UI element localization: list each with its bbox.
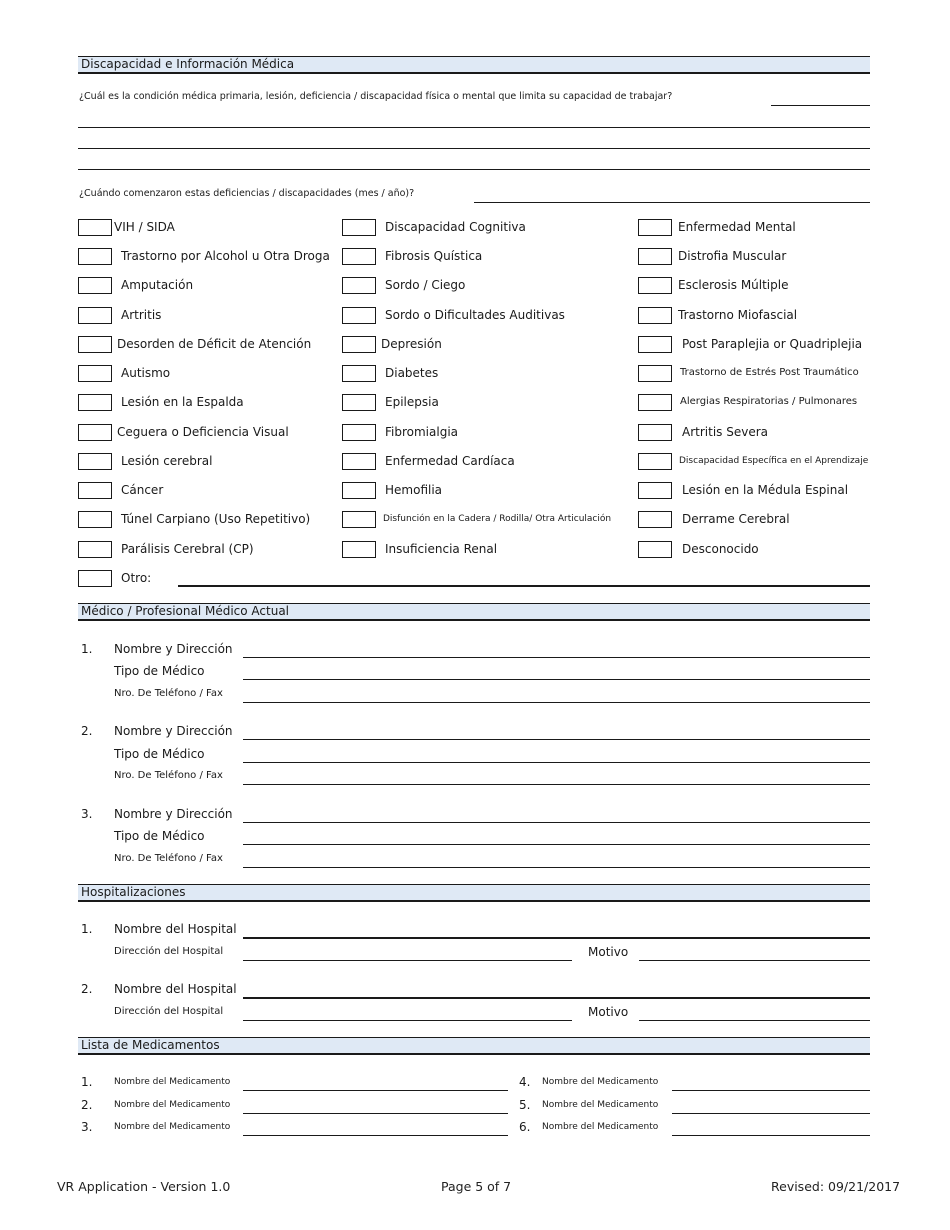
doctor-3-name-address-field[interactable] bbox=[243, 822, 870, 823]
doctor-name-address-label: Nombre y Dirección bbox=[114, 642, 233, 656]
doctor-1-name-address-field[interactable] bbox=[243, 657, 870, 658]
med-number: 2. bbox=[81, 1098, 93, 1112]
med-number: 6. bbox=[519, 1120, 531, 1134]
checkbox-lesion-medula[interactable] bbox=[638, 482, 672, 499]
condition-label: Lesión cerebral bbox=[121, 454, 213, 468]
primary-condition-answer-line-3[interactable] bbox=[78, 148, 870, 149]
hospital-2-reason-field[interactable] bbox=[639, 1020, 870, 1021]
checkbox-tunel-carpiano[interactable] bbox=[78, 511, 112, 528]
primary-condition-answer-line[interactable] bbox=[771, 105, 870, 106]
checkbox-esclerosis-multiple[interactable] bbox=[638, 277, 672, 294]
med-number: 4. bbox=[519, 1075, 531, 1089]
checkbox-ceguera[interactable] bbox=[78, 424, 112, 441]
med-number: 5. bbox=[519, 1098, 531, 1112]
condition-label: Artritis bbox=[121, 308, 162, 322]
med-label: Nombre del Medicamento bbox=[542, 1122, 659, 1132]
checkbox-epilepsia[interactable] bbox=[342, 394, 376, 411]
primary-condition-answer-line-2[interactable] bbox=[78, 127, 870, 128]
condition-label: Sordo / Ciego bbox=[385, 278, 466, 292]
doctor-name-address-label: Nombre y Dirección bbox=[114, 724, 233, 738]
checkbox-vih-sida[interactable] bbox=[78, 219, 112, 236]
primary-condition-answer-line-4[interactable] bbox=[78, 169, 870, 170]
doctor-1-type-field[interactable] bbox=[243, 679, 870, 680]
med-label: Nombre del Medicamento bbox=[542, 1100, 659, 1110]
footer-page-number: Page 5 of 7 bbox=[441, 1179, 512, 1194]
med-number: 1. bbox=[81, 1075, 93, 1089]
condition-label: Fibrosis Quística bbox=[385, 249, 483, 263]
checkbox-discapacidad-cognitiva[interactable] bbox=[342, 219, 376, 236]
section-header-disability: Discapacidad e Información Médica bbox=[78, 56, 870, 74]
condition-label: Derrame Cerebral bbox=[682, 512, 790, 526]
condition-label: Sordo o Dificultades Auditivas bbox=[385, 308, 565, 322]
checkbox-alergias-respiratorias[interactable] bbox=[638, 394, 672, 411]
section-header-hospital: Hospitalizaciones bbox=[78, 884, 870, 902]
hospital-2-address-field[interactable] bbox=[243, 1020, 572, 1021]
med-4-field[interactable] bbox=[672, 1090, 870, 1091]
checkbox-distrofia-muscular[interactable] bbox=[638, 248, 672, 265]
onset-question: ¿Cuándo comenzaron estas deficiencias / discapacidades (mes / año)? bbox=[79, 188, 415, 199]
doctor-type-label: Tipo de Médico bbox=[114, 747, 205, 761]
hospital-address-label: Dirección del Hospital bbox=[114, 946, 224, 957]
condition-label: Lesión en la Médula Espinal bbox=[682, 483, 849, 497]
checkbox-derrame-cerebral[interactable] bbox=[638, 511, 672, 528]
med-5-field[interactable] bbox=[672, 1113, 870, 1114]
condition-label: Depresión bbox=[381, 337, 442, 351]
hospital-number: 1. bbox=[81, 922, 93, 936]
condition-label: Trastorno Miofascial bbox=[678, 308, 798, 322]
condition-label: VIH / SIDA bbox=[114, 220, 175, 234]
section-header-meds: Lista de Medicamentos bbox=[78, 1037, 870, 1055]
hospital-address-label: Dirección del Hospital bbox=[114, 1006, 224, 1017]
med-label: Nombre del Medicamento bbox=[542, 1077, 659, 1087]
checkbox-trastorno-miofascial[interactable] bbox=[638, 307, 672, 324]
doctor-1-phone-field[interactable] bbox=[243, 702, 870, 703]
checkbox-cancer[interactable] bbox=[78, 482, 112, 499]
condition-label: Fibromialgia bbox=[385, 425, 459, 439]
condition-label: Lesión en la Espalda bbox=[121, 395, 244, 409]
doctor-3-type-field[interactable] bbox=[243, 844, 870, 845]
checkbox-deficit-atencion[interactable] bbox=[78, 336, 112, 353]
med-1-field[interactable] bbox=[243, 1090, 508, 1091]
checkbox-enfermedad-mental[interactable] bbox=[638, 219, 672, 236]
med-6-field[interactable] bbox=[672, 1135, 870, 1136]
condition-label: Insuficiencia Renal bbox=[385, 542, 498, 556]
condition-label: Discapacidad Específica en el Aprendizaje bbox=[679, 456, 869, 466]
condition-label: Disfunción en la Cadera / Rodilla/ Otra Articulación bbox=[383, 514, 612, 524]
hospital-1-address-field[interactable] bbox=[243, 960, 572, 961]
condition-label: Desorden de Déficit de Atención bbox=[117, 337, 312, 351]
condition-label: Cáncer bbox=[121, 483, 164, 497]
med-label: Nombre del Medicamento bbox=[114, 1077, 231, 1087]
condition-label: Enfermedad Cardíaca bbox=[385, 454, 515, 468]
condition-label: Discapacidad Cognitiva bbox=[385, 220, 526, 234]
doctor-name-address-label: Nombre y Dirección bbox=[114, 807, 233, 821]
hospital-number: 2. bbox=[81, 982, 93, 996]
checkbox-discapacidad-aprendizaje[interactable] bbox=[638, 453, 672, 470]
med-label: Nombre del Medicamento bbox=[114, 1122, 231, 1132]
checkbox-artritis-severa[interactable] bbox=[638, 424, 672, 441]
hospital-1-reason-field[interactable] bbox=[639, 960, 870, 961]
doctor-type-label: Tipo de Médico bbox=[114, 829, 205, 843]
condition-label: Parálisis Cerebral (CP) bbox=[121, 542, 254, 556]
checkbox-paralisis-cerebral[interactable] bbox=[78, 541, 112, 558]
med-2-field[interactable] bbox=[243, 1113, 508, 1114]
condition-label: Hemofilia bbox=[385, 483, 443, 497]
checkbox-otro[interactable] bbox=[78, 570, 112, 587]
condition-label: Trastorno de Estrés Post Traumático bbox=[680, 367, 859, 378]
condition-label: Esclerosis Múltiple bbox=[678, 278, 789, 292]
condition-label: Ceguera o Deficiencia Visual bbox=[117, 425, 289, 439]
otro-answer-line[interactable] bbox=[178, 585, 870, 587]
condition-label: Trastorno por Alcohol u Otra Droga bbox=[121, 249, 330, 263]
hospital-name-label: Nombre del Hospital bbox=[114, 982, 237, 996]
checkbox-sordo-ciego[interactable] bbox=[342, 277, 376, 294]
checkbox-artritis[interactable] bbox=[78, 307, 112, 324]
otro-label: Otro: bbox=[121, 571, 152, 585]
checkbox-enfermedad-cardiaca[interactable] bbox=[342, 453, 376, 470]
condition-label: Post Paraplejia or Quadriplejia bbox=[682, 337, 863, 351]
med-3-field[interactable] bbox=[243, 1135, 508, 1136]
hospital-name-label: Nombre del Hospital bbox=[114, 922, 237, 936]
checkbox-amputacion[interactable] bbox=[78, 277, 112, 294]
hospital-reason-label: Motivo bbox=[588, 1005, 629, 1019]
condition-label: Túnel Carpiano (Uso Repetitivo) bbox=[121, 512, 311, 526]
condition-label: Desconocido bbox=[682, 542, 759, 556]
checkbox-dificultades-auditivas[interactable] bbox=[342, 307, 376, 324]
condition-label: Alergias Respiratorias / Pulmonares bbox=[680, 396, 858, 407]
doctor-phone-label: Nro. De Teléfono / Fax bbox=[114, 770, 223, 781]
doctor-phone-label: Nro. De Teléfono / Fax bbox=[114, 688, 223, 699]
doctor-phone-label: Nro. De Teléfono / Fax bbox=[114, 853, 223, 864]
onset-answer-line[interactable] bbox=[474, 202, 870, 203]
section-header-doctor: Médico / Profesional Médico Actual bbox=[78, 603, 870, 621]
doctor-number: 1. bbox=[81, 642, 93, 656]
hospital-1-name-field[interactable] bbox=[243, 937, 870, 939]
checkbox-autismo[interactable] bbox=[78, 365, 112, 382]
checkbox-estres-post-traumatico[interactable] bbox=[638, 365, 672, 382]
checkbox-fibromialgia[interactable] bbox=[342, 424, 376, 441]
footer-version: VR Application - Version 1.0 bbox=[57, 1179, 231, 1194]
doctor-number: 2. bbox=[81, 724, 93, 738]
checkbox-depresion[interactable] bbox=[342, 336, 376, 353]
med-label: Nombre del Medicamento bbox=[114, 1100, 231, 1110]
doctor-type-label: Tipo de Médico bbox=[114, 664, 205, 678]
checkbox-lesion-cerebral[interactable] bbox=[78, 453, 112, 470]
condition-label: Epilepsia bbox=[385, 395, 439, 409]
doctor-2-type-field[interactable] bbox=[243, 762, 870, 763]
checkbox-disfuncion-articulacion[interactable] bbox=[342, 511, 376, 528]
checkbox-diabetes[interactable] bbox=[342, 365, 376, 382]
doctor-2-name-address-field[interactable] bbox=[243, 739, 870, 740]
doctor-3-phone-field[interactable] bbox=[243, 867, 870, 868]
condition-label: Artritis Severa bbox=[682, 425, 768, 439]
checkbox-desconocido[interactable] bbox=[638, 541, 672, 558]
hospital-2-name-field[interactable] bbox=[243, 997, 870, 999]
doctor-number: 3. bbox=[81, 807, 93, 821]
doctor-2-phone-field[interactable] bbox=[243, 784, 870, 785]
condition-label: Autismo bbox=[121, 366, 171, 380]
checkbox-paraplejia[interactable] bbox=[638, 336, 672, 353]
condition-label: Distrofia Muscular bbox=[678, 249, 787, 263]
checkbox-insuficiencia-renal[interactable] bbox=[342, 541, 376, 558]
checkbox-alcohol-droga[interactable] bbox=[78, 248, 112, 265]
primary-condition-question: ¿Cuál es la condición médica primaria, lesión, deficiencia / discapacidad física o mental que limita su capacidad de trabajar? bbox=[79, 91, 673, 102]
condition-label: Enfermedad Mental bbox=[678, 220, 796, 234]
checkbox-fibrosis-quistica[interactable] bbox=[342, 248, 376, 265]
condition-label: Diabetes bbox=[385, 366, 439, 380]
hospital-reason-label: Motivo bbox=[588, 945, 629, 959]
med-number: 3. bbox=[81, 1120, 93, 1134]
checkbox-lesion-espalda[interactable] bbox=[78, 394, 112, 411]
condition-label: Amputación bbox=[121, 278, 194, 292]
footer-revised-date: Revised: 09/21/2017 bbox=[771, 1179, 901, 1194]
checkbox-hemofilia[interactable] bbox=[342, 482, 376, 499]
